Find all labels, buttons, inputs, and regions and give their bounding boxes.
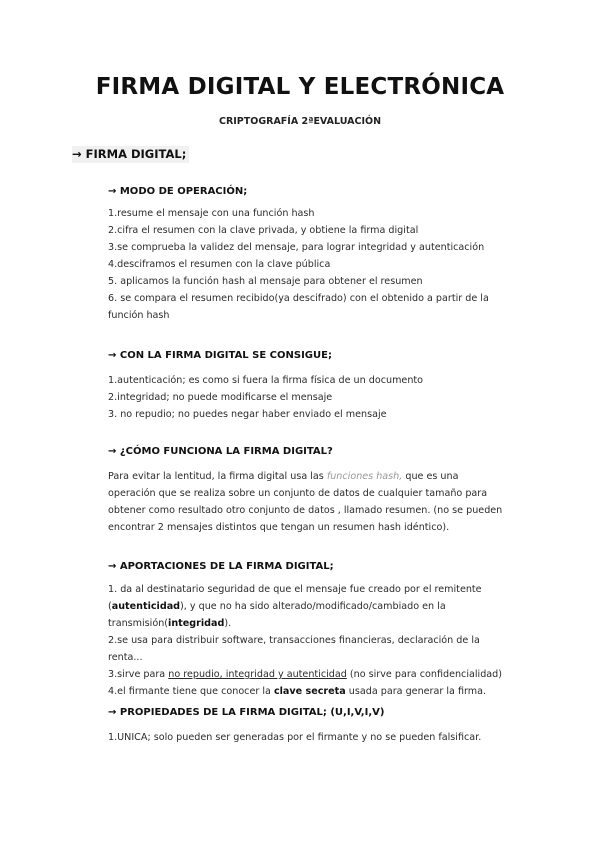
list-item: 1.UNICA; solo pueden ser generadas por el firmante y no se pueden falsificar.	[108, 732, 482, 743]
list-se-consigue	[108, 372, 506, 423]
list-item: 6. se compara el resumen recibido(ya descifrado) con el obtenido a partir de la función hash	[108, 293, 489, 321]
hash-functions-link[interactable]: funciones hash,	[326, 471, 403, 482]
paragraph-como-funciona	[108, 468, 506, 536]
list-item: 1.resume el mensaje con una función hash	[108, 208, 315, 219]
list-item: 3.se comprueba la validez del mensaje, para lograr integridad y autenticación	[108, 242, 485, 253]
page-subtitle: CRIPTOGRAFÍA 2ªEVALUACIÓN	[218, 116, 382, 127]
text: 4.el firmante tiene que conocer la	[108, 686, 274, 697]
text: 1. da al destinatario seguridad de que el mensaje fue creado por el remitente (	[108, 584, 482, 612]
list-modo-operacion	[108, 205, 506, 324]
paragraph-text: Para evitar la lentitud, la firma digital usa las	[108, 471, 327, 482]
heading-como-funciona: → ¿CÓMO FUNCIONA LA FIRMA DIGITAL?	[108, 446, 333, 457]
list-propiedades	[108, 729, 506, 746]
text: (no sirve para confidencialidad)	[346, 669, 503, 680]
list-item	[108, 683, 506, 700]
text: 3.sirve para	[108, 669, 169, 680]
bold-term: integridad	[168, 618, 225, 629]
list-item	[108, 581, 506, 632]
paragraph	[108, 468, 506, 536]
list-item: 1.autenticación; es como si fuera la firma física de un documento	[108, 375, 424, 386]
heading-se-consigue: → CON LA FIRMA DIGITAL SE CONSIGUE;	[108, 350, 332, 361]
text: ).	[224, 618, 232, 629]
heading-aportaciones: → APORTACIONES DE LA FIRMA DIGITAL;	[108, 561, 334, 572]
list-item	[108, 666, 506, 683]
underlined-term: no repudio, integridad y autenticidad	[168, 669, 347, 680]
page-title: FIRMA DIGITAL Y ELECTRÓNICA	[95, 74, 505, 100]
list-item: 5. aplicamos la función hash al mensaje para obtener el resumen	[108, 276, 423, 287]
bold-term: clave secreta	[273, 686, 346, 697]
text: usada para generar la firma.	[345, 686, 487, 697]
list-aportaciones	[108, 581, 506, 700]
list-item: 3. no repudio; no puedes negar haber enviado el mensaje	[108, 409, 387, 420]
list-item: 2.se usa para distribuir software, transacciones financieras, declaración de la renta...	[108, 635, 480, 663]
list-item: 2.integridad; no puede modificarse el mensaje	[108, 392, 333, 403]
list-item: 4.desciframos el resumen con la clave pública	[108, 259, 331, 270]
bold-term: autenticidad	[111, 601, 181, 612]
heading-propiedades: → PROPIEDADES DE LA FIRMA DIGITAL; (U,I,V,I,V)	[108, 707, 385, 718]
section-heading-firma-digital: → FIRMA DIGITAL;	[72, 146, 189, 163]
paragraph-text: que es una operación que se realiza sobre un conjunto de datos de cualquier tamaño para obtener como resultado otro conjunto de datos , llamado resumen. (no se pueden encontrar 2 mensajes distintos que tengan un resumen hash idéntico).	[108, 471, 503, 533]
text: ), y que no ha sido alterado/modificado/cambiado en la transmisión(	[108, 601, 446, 629]
list-item: 2.cifra el resumen con la clave privada, y obtiene la firma digital	[108, 225, 419, 236]
heading-modo-operacion: → MODO DE OPERACIÓN;	[108, 186, 248, 197]
